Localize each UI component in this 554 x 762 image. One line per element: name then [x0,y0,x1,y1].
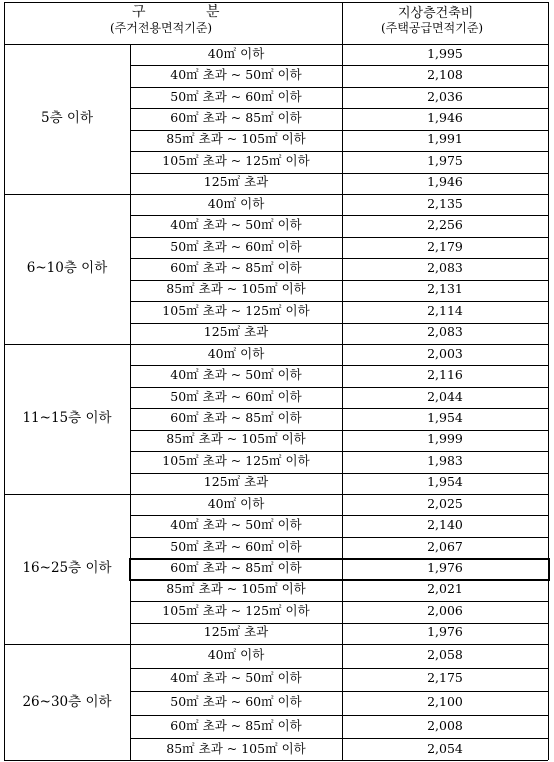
area-range-cell: 105㎡ 초과 ~ 125㎡ 이하 [162,302,310,318]
row-divider [130,237,548,238]
area-range-cell: 125㎡ 초과 [203,624,269,640]
cost-value-cell: 2,067 [427,538,463,554]
area-range-cell: 50㎡ 초과 ~ 60㎡ 이하 [170,88,302,104]
area-range-cell: 105㎡ 초과 ~ 125㎡ 이하 [162,152,310,168]
cost-column-divider [342,2,343,760]
floor-range-label: 11~15층 이하 [22,410,112,426]
header-category: 구 분 [132,4,248,20]
table-bottom-border [4,760,548,761]
cost-value-cell: 1,954 [427,410,463,425]
row-divider [130,537,548,538]
area-range-cell: 60㎡ 초과 ~ 85㎡ 이하 [170,717,302,733]
area-range-cell: 40㎡ 이하 [207,646,265,662]
area-range-cell: 85㎡ 초과 ~ 105㎡ 이하 [166,281,306,297]
cost-value-cell: 2,054 [427,741,463,757]
area-range-cell: 40㎡ 초과 ~ 50㎡ 이하 [170,367,302,383]
row-divider [130,365,548,366]
cost-value-cell: 2,003 [427,345,463,361]
cost-value-cell: 2,140 [427,517,463,533]
cost-value-cell: 2,044 [427,388,463,404]
row-divider [130,87,548,88]
cost-value-cell: 1,995 [427,45,463,61]
floor-range-label: 6~10층 이하 [26,260,108,276]
area-range-cell: 40㎡ 초과 ~ 50㎡ 이하 [170,67,302,83]
table-top-border [4,2,548,3]
header-cost-title: 지상층건축비 [398,6,474,21]
header-bottom-border [4,44,548,45]
cost-value-cell: 1,975 [427,152,463,168]
area-range-cell: 40㎡ 이하 [207,345,265,361]
area-range-cell: 85㎡ 초과 ~ 105㎡ 이하 [166,131,306,147]
row-divider [130,258,548,259]
row-divider [130,473,548,474]
area-range-cell: 85㎡ 초과 ~ 105㎡ 이하 [166,431,306,447]
group-divider [4,494,548,495]
cost-value-cell: 1,954 [427,474,463,490]
cost-value-cell: 1,999 [427,431,463,447]
cost-value-cell: 1,983 [427,452,463,468]
row-divider [130,668,548,669]
cost-value-cell: 2,256 [427,217,463,233]
area-range-cell: 85㎡ 초과 ~ 105㎡ 이하 [166,741,306,757]
area-range-cell: 125㎡ 초과 [203,474,269,490]
cost-value-cell: 2,131 [427,281,463,297]
selected-row-outline [129,558,550,581]
cost-value-cell: 2,108 [427,67,463,83]
area-range-cell: 50㎡ 초과 ~ 60㎡ 이하 [170,388,302,404]
cost-value-cell: 2,058 [427,646,463,662]
cost-value-cell: 1,976 [427,560,463,575]
header-cost-sub: (주택공급면적기준) [381,21,484,35]
row-divider [130,387,548,388]
row-divider [130,451,548,452]
area-range-cell: 105㎡ 초과 ~ 125㎡ 이하 [162,602,310,618]
row-divider [130,108,548,109]
row-divider [130,691,548,692]
area-range-cell: 60㎡ 초과 ~ 85㎡ 이하 [170,410,302,425]
cost-value-cell: 2,083 [427,260,463,275]
cost-value-cell: 1,991 [427,131,463,147]
area-range-cell: 40㎡ 이하 [207,195,265,211]
row-divider [130,173,548,174]
size-column-divider [130,44,131,760]
group-divider [4,344,548,345]
area-range-cell: 105㎡ 초과 ~ 125㎡ 이하 [162,452,310,468]
area-range-cell: 85㎡ 초과 ~ 105㎡ 이하 [166,581,306,597]
area-range-cell: 40㎡ 이하 [207,45,265,61]
area-range-cell: 125㎡ 초과 [203,324,269,340]
floor-range-label: 5층 이하 [40,110,93,126]
table-left-border [4,2,5,760]
row-divider [130,623,548,624]
cost-value-cell: 1,946 [427,174,463,190]
row-divider [130,65,548,66]
group-divider [4,194,548,195]
cost-value-cell: 2,100 [427,694,463,709]
cost-value-cell: 2,114 [427,302,463,318]
floor-range-label: 16~25층 이하 [22,560,112,576]
row-divider [130,601,548,602]
cost-value-cell: 2,116 [427,367,463,383]
area-range-cell: 125㎡ 초과 [203,174,269,190]
row-divider [130,738,548,739]
row-divider [130,215,548,216]
row-divider [130,515,548,516]
cost-value-cell: 2,021 [427,581,463,597]
row-divider [130,715,548,716]
floor-range-label: 26~30층 이하 [22,694,112,710]
area-range-cell: 60㎡ 초과 ~ 85㎡ 이하 [170,260,302,275]
area-range-cell: 60㎡ 초과 ~ 85㎡ 이하 [170,110,302,125]
area-range-cell: 40㎡ 초과 ~ 50㎡ 이하 [170,670,302,686]
cost-value-cell: 2,006 [427,602,463,618]
cost-value-cell: 1,946 [427,110,463,125]
group-divider [4,644,548,645]
cost-value-cell: 1,976 [427,624,463,640]
row-divider [130,323,548,324]
area-range-cell: 40㎡ 초과 ~ 50㎡ 이하 [170,217,302,233]
row-divider [130,151,548,152]
row-divider [130,408,548,409]
cost-value-cell: 2,036 [427,88,463,104]
area-range-cell: 50㎡ 초과 ~ 60㎡ 이하 [170,538,302,554]
area-range-cell: 50㎡ 초과 ~ 60㎡ 이하 [170,694,302,709]
table-right-border [548,2,549,760]
cost-value-cell: 2,135 [427,195,463,211]
header-category-sub: (주거전용면적기준) [110,21,213,35]
area-range-cell: 40㎡ 초과 ~ 50㎡ 이하 [170,517,302,533]
cost-value-cell: 2,175 [427,670,463,686]
area-range-cell: 60㎡ 초과 ~ 85㎡ 이하 [170,560,302,575]
cost-value-cell: 2,083 [427,324,463,340]
area-range-cell: 40㎡ 이하 [207,495,265,511]
row-divider [130,301,548,302]
cost-value-cell: 2,025 [427,495,463,511]
cost-value-cell: 2,179 [427,238,463,254]
cost-value-cell: 2,008 [427,717,463,733]
area-range-cell: 50㎡ 초과 ~ 60㎡ 이하 [170,238,302,254]
